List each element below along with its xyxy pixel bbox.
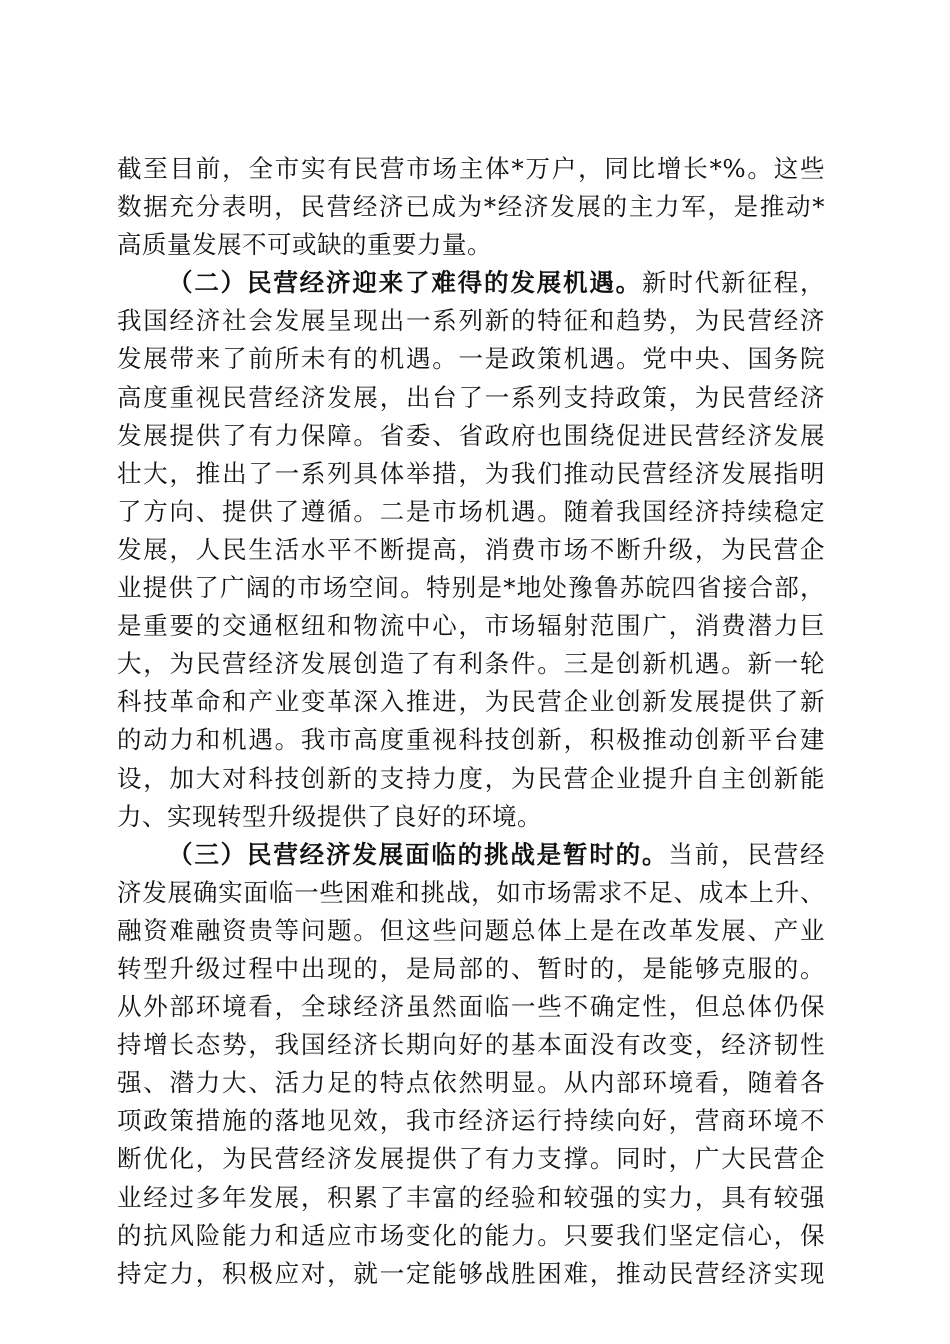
text-line: 截至目前，全市实有民营市场主体*万户，同比增长*%。这些 bbox=[117, 154, 825, 183]
text-line: 的动力和机遇。我市高度重视科技创新，积极推动创新平台建 bbox=[117, 725, 825, 755]
text-line: 持定力，积极应对，就一定能够战胜困难，推动民营经济实现 bbox=[117, 1258, 825, 1288]
text-line: 融资难融资贵等问题。但这些问题总体上是在改革发展、产业 bbox=[117, 915, 825, 945]
text-line: 项政策措施的落地见效，我市经济运行持续向好，营商环境不 bbox=[117, 1106, 825, 1136]
text-line: 转型升级过程中出现的，是局部的、暂时的，是能够克服的。 bbox=[117, 953, 825, 983]
text-line: 发展提供了有力保障。省委、省政府也围绕促进民营经济发展 bbox=[117, 420, 825, 450]
text-line: 的抗风险能力和适应市场变化的能力。只要我们坚定信心，保 bbox=[117, 1220, 825, 1250]
section-heading: （三）民营经济发展面临的挑战是暂时的。 bbox=[168, 839, 669, 869]
paragraph-1 bbox=[117, 150, 825, 264]
paragraph-first-line bbox=[117, 264, 825, 302]
text-line: 科技革命和产业变革深入推进，为民营企业创新发展提供了新 bbox=[117, 687, 825, 717]
text-line: 持增长态势，我国经济长期向好的基本面没有改变，经济韧性 bbox=[117, 1030, 825, 1060]
text-line: 业经过多年发展，积累了丰富的经验和较强的实力，具有较强 bbox=[117, 1182, 825, 1212]
text-line: 发展，人民生活水平不断提高，消费市场不断升级，为民营企 bbox=[117, 534, 825, 564]
text-line: 高度重视民营经济发展，出台了一系列支持政策，为民营经济 bbox=[117, 382, 825, 412]
text-line: 从外部环境看，全球经济虽然面临一些不确定性，但总体仍保 bbox=[117, 992, 825, 1022]
text-line: 断优化，为民营经济发展提供了有力支撑。同时，广大民营企 bbox=[117, 1144, 825, 1174]
section-heading: （二）民营经济迎来了难得的发展机遇。 bbox=[168, 268, 642, 298]
text-line: 力、实现转型升级提供了良好的环境。 bbox=[117, 801, 542, 831]
text-line: 发展带来了前所未有的机遇。一是政策机遇。党中央、国务院 bbox=[117, 344, 825, 374]
text-run: 新时代新征程， bbox=[642, 268, 825, 298]
text-line: 业提供了广阔的市场空间。特别是*地处豫鲁苏皖四省接合部， bbox=[117, 573, 825, 603]
paragraph-2 bbox=[117, 264, 825, 835]
document-body bbox=[117, 150, 825, 1293]
text-line: 济发展确实面临一些困难和挑战，如市场需求不足、成本上升、 bbox=[117, 877, 825, 907]
text-line: 强、潜力大、活力足的特点依然明显。从内部环境看，随着各 bbox=[117, 1068, 825, 1098]
text-line: 高质量发展不可或缺的重要力量。 bbox=[117, 230, 492, 260]
paragraph-first-line bbox=[117, 836, 825, 874]
text-run: 当前，民营经 bbox=[668, 839, 826, 869]
text-line: 壮大，推出了一系列具体举措，为我们推动民营经济发展指明 bbox=[117, 458, 825, 488]
text-line: 了方向、提供了遵循。二是市场机遇。随着我国经济持续稳定 bbox=[117, 496, 825, 526]
text-line: 是重要的交通枢纽和物流中心，市场辐射范围广，消费潜力巨 bbox=[117, 611, 825, 641]
text-line: 数据充分表明，民营经济已成为*经济发展的主力军，是推动* bbox=[117, 192, 825, 222]
text-line: 设，加大对科技创新的支持力度，为民营企业提升自主创新能 bbox=[117, 763, 825, 793]
paragraph-3 bbox=[117, 836, 825, 1293]
text-line: 我国经济社会发展呈现出一系列新的特征和趋势，为民营经济 bbox=[117, 306, 825, 336]
text-line: 大，为民营经济发展创造了有利条件。三是创新机遇。新一轮 bbox=[117, 649, 825, 679]
